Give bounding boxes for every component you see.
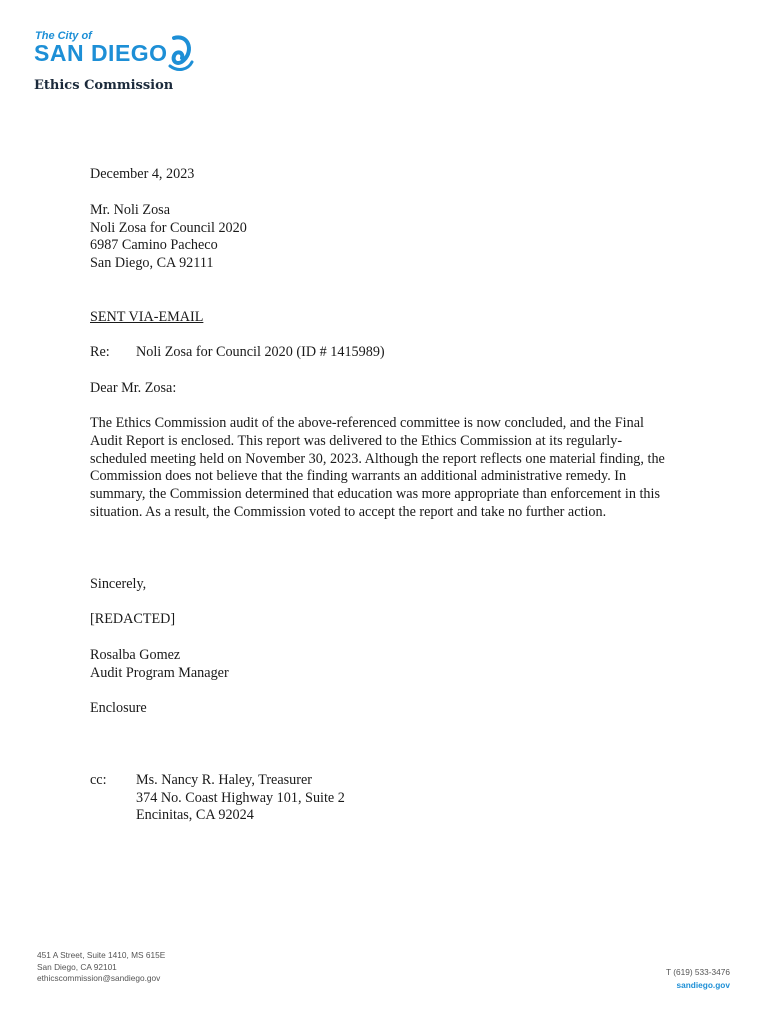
footer-email[interactable]: ethicscommission@sandiego.gov: [37, 973, 161, 983]
signer-title: Audit Program Manager: [90, 665, 229, 681]
logo-big-text: SAN DIEGO: [34, 40, 168, 66]
letter-date: December 4, 2023: [90, 166, 195, 182]
signature: [REDACTED]: [90, 611, 176, 627]
signer-name: Rosalba Gomez: [90, 647, 181, 663]
footer-contact: [666, 966, 730, 992]
address-line: Mr. Noli Zosa: [90, 202, 170, 218]
re-label: Re:: [90, 344, 110, 360]
delivery-method: SENT VIA-EMAIL: [90, 309, 204, 325]
letter-body: The Ethics Commission audit of the above-referenced committee is now concluded, and the Final Audit Report is enclosed. This report was delivered to the Ethics Commission at its regularly-scheduled meeting held on November 30, 2023. Although the report reflects one material finding, the Commission does not believe that the finding warrants an additional administrative remedy. In summary, the Commission determined that education was more appropriate than enforcement in this situation. As a result, the Commission voted to accept the report and take no further action.: [90, 415, 665, 520]
footer-phone: T (619) 533-3476: [666, 967, 730, 977]
cc-line: Ms. Nancy R. Haley, Treasurer: [136, 772, 312, 788]
closing: Sincerely,: [90, 576, 147, 592]
footer-address: [37, 950, 165, 985]
department-name: Ethics Commission: [34, 78, 174, 93]
cc-line: Encinitas, CA 92024: [136, 807, 254, 824]
cc-label: cc:: [90, 772, 107, 788]
footer-address-line: San Diego, CA 92101: [37, 961, 117, 972]
logo-small-text: The City of: [35, 30, 92, 42]
footer-address-line: 451 A Street, Suite 1410, MS 615E: [37, 950, 166, 960]
salutation: Dear Mr. Zosa:: [90, 380, 177, 396]
wave-icon: [168, 32, 194, 72]
re-subject: Noli Zosa for Council 2020 (ID # 1415989): [136, 344, 385, 360]
address-line: San Diego, CA 92111: [90, 254, 214, 271]
address-line: Noli Zosa for Council 2020: [90, 219, 247, 236]
address-line: 6987 Camino Pacheco: [90, 237, 218, 254]
enclosure: Enclosure: [90, 700, 147, 716]
footer-website-link[interactable]: sandiego.gov: [676, 980, 730, 990]
city-logo: [34, 28, 194, 78]
cc-line: 374 No. Coast Highway 101, Suite 2: [136, 789, 345, 806]
